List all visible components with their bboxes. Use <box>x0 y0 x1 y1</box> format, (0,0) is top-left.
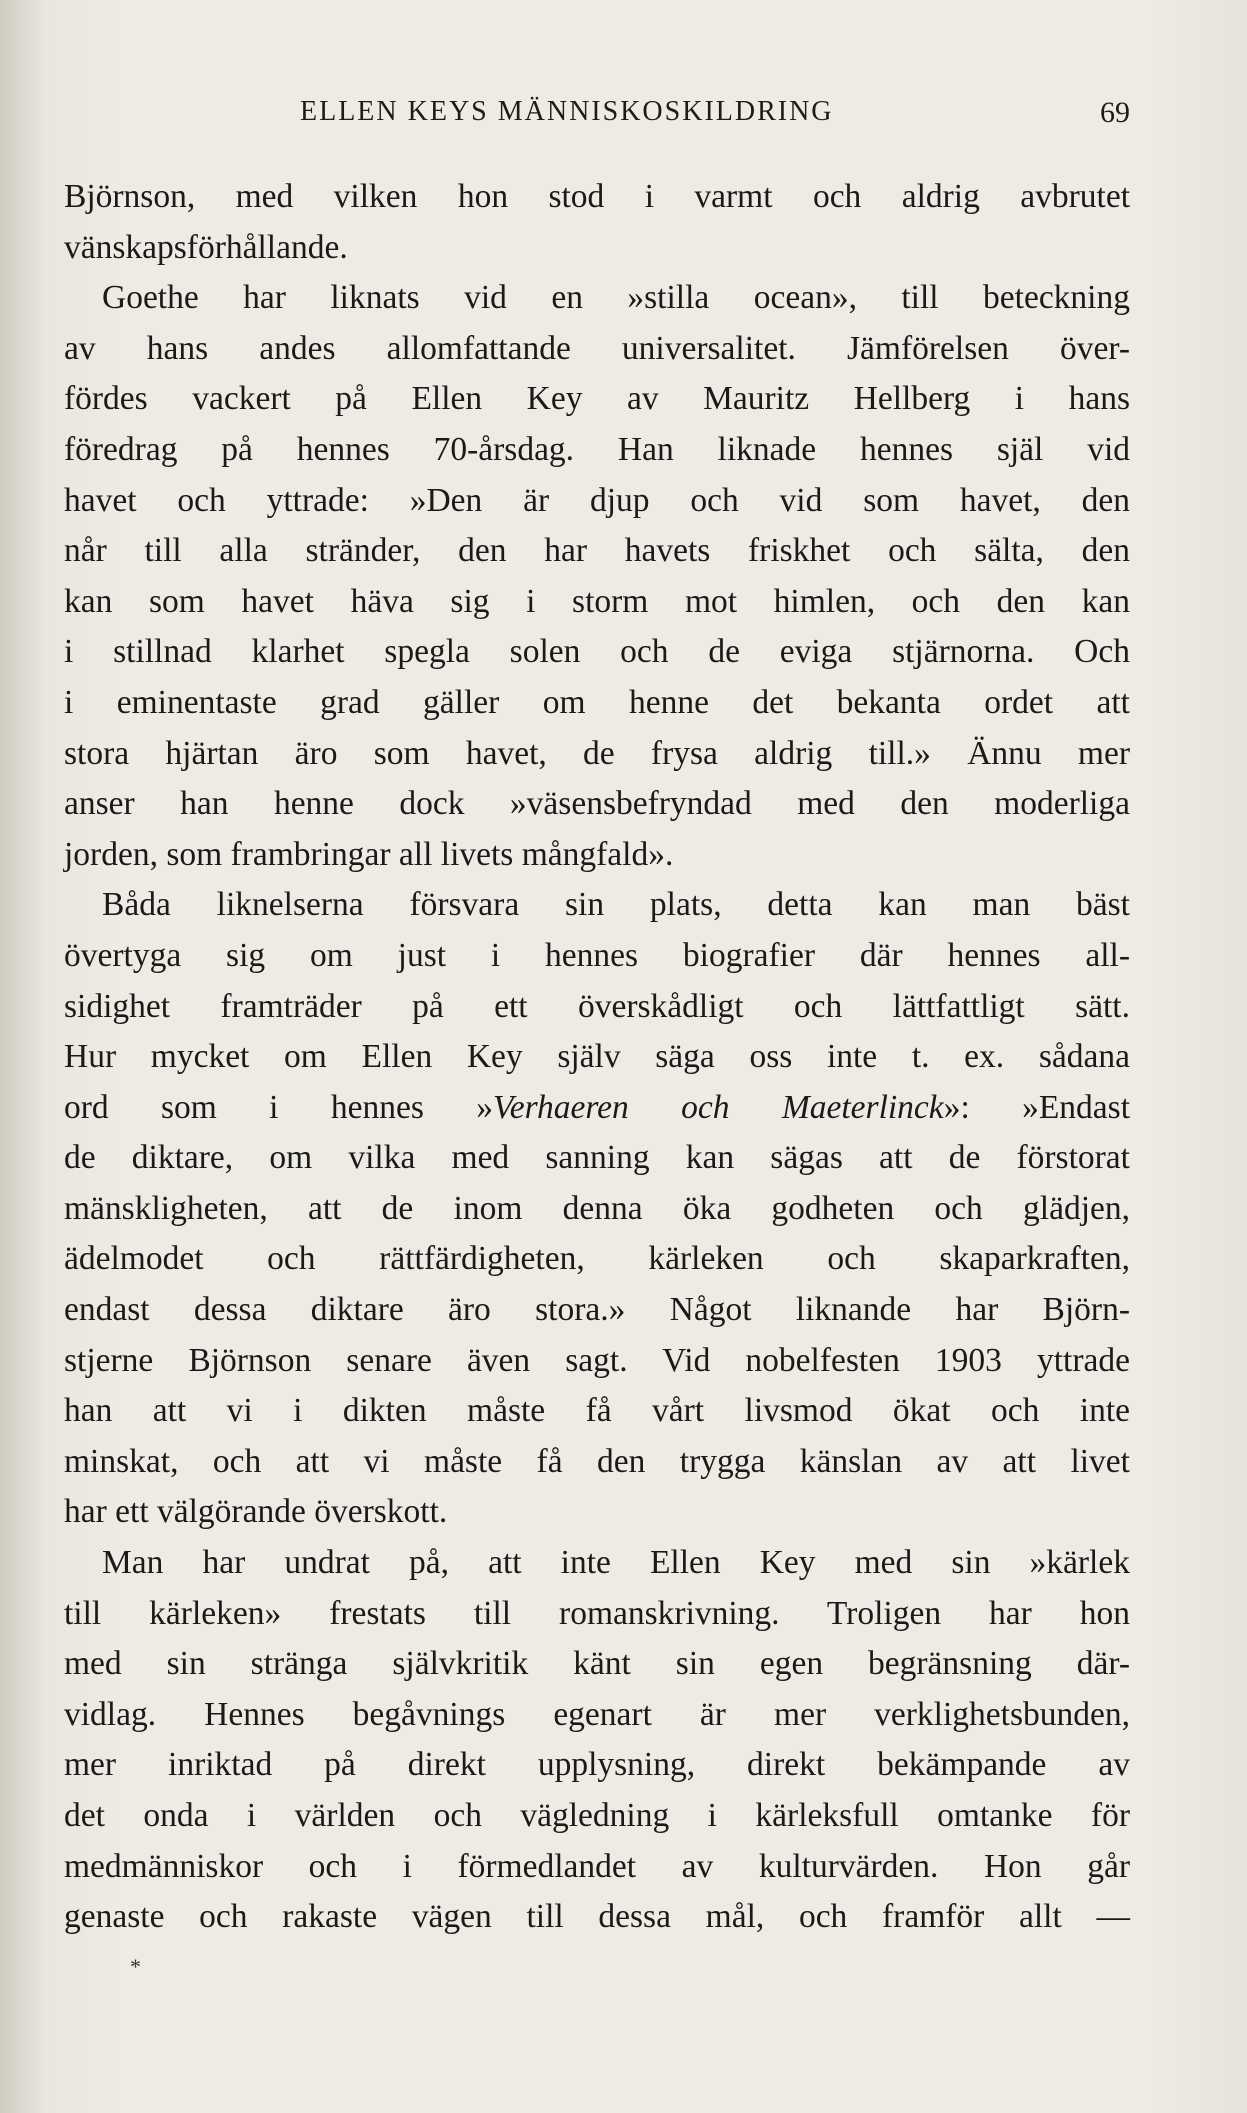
text-line: övertyga sig om just i hennes biografier där hennes all- <box>64 936 1130 974</box>
text-line: jorden, som frambringar all livets mångfald». <box>64 835 674 873</box>
text-line: föredrag på hennes 70-årsdag. Han liknade hennes själ vid <box>64 430 1130 468</box>
text-line: genaste och rakaste vägen till dessa mål, och framför allt — <box>64 1898 1130 1936</box>
text-line: endast dessa diktare äro stora.» Något liknande har Björn- <box>64 1291 1130 1329</box>
text-segment: »: »Endast <box>943 1088 1131 1126</box>
text-line: Båda liknelserna försvara sin plats, detta kan man bäst <box>102 886 1130 924</box>
text-line: medmänniskor och i förmedlandet av kulturvärden. Hon går <box>64 1847 1130 1885</box>
text-line: i eminentaste grad gäller om henne det bekanta ordet att <box>64 683 1130 721</box>
text-line-verhaeren <box>64 1083 1130 1134</box>
page-number: 69 <box>1100 96 1130 129</box>
text-line: till kärleken» frestats till romanskrivning. Troligen har hon <box>64 1594 1130 1632</box>
text-line: av hans andes allomfattande universalitet. Jämförelsen över- <box>64 329 1130 367</box>
text-line: når till alla stränder, den har havets friskhet och sälta, den <box>64 532 1130 570</box>
text-line: Hur mycket om Ellen Key själv säga oss inte t. ex. sådana <box>64 1038 1130 1076</box>
text-line: sidighet framträder på ett överskådligt och lättfattligt sätt. <box>64 987 1130 1025</box>
text-line: med sin stränga självkritik känt sin egen begränsning där- <box>64 1645 1130 1683</box>
text-line: de diktare, om vilka med sanning kan sägas att de förstorat <box>64 1139 1130 1177</box>
text-line: fördes vackert på Ellen Key av Mauritz Hellberg i hans <box>64 380 1130 418</box>
signature-mark: * <box>130 1954 141 1979</box>
text-line: minskat, och att vi måste få den trygga känslan av att livet <box>64 1442 1130 1480</box>
text-line: Goethe har liknats vid en »stilla ocean», till beteckning <box>102 279 1130 317</box>
text-line: det onda i världen och vägledning i kärleksfull omtanke för <box>64 1797 1130 1834</box>
body-text <box>64 172 1130 1943</box>
text-line: vänskapsförhållande. <box>64 228 348 266</box>
text-line: havet och yttrade: »Den är djup och vid som havet, den <box>64 481 1130 519</box>
running-head <box>300 96 1130 136</box>
text-line: kan som havet häva sig i storm mot himlen, och den kan <box>64 582 1130 620</box>
text-line: stora hjärtan äro som havet, de frysa aldrig till.» Ännu mer <box>64 734 1130 772</box>
text-line: Björnson, med vilken hon stod i varmt och aldrig avbrutet <box>64 178 1130 215</box>
text-line: Man har undrat på, att inte Ellen Key med sin »kärlek <box>102 1544 1130 1582</box>
text-line: mer inriktad på direkt upplysning, direkt bekämpande av <box>64 1746 1130 1784</box>
text-line: stjerne Björnson senare även sagt. Vid nobelfesten 1903 yttrade <box>64 1341 1130 1379</box>
text-line: anser han henne dock »väsensbefryndad med den moderliga <box>64 785 1130 823</box>
running-title: ELLEN KEYS MÄNNISKOSKILDRING <box>300 96 834 127</box>
text-segment: ord som i hennes » <box>64 1088 493 1126</box>
text-line: har ett välgörande överskott. <box>64 1493 448 1531</box>
text-line: mänskligheten, att de inom denna öka godheten och glädjen, <box>64 1189 1130 1227</box>
text-line: han att vi i dikten måste få vårt livsmod ökat och inte <box>64 1392 1130 1430</box>
work-title: Verhaeren och Maeterlinck <box>492 1088 944 1126</box>
text-line: vidlag. Hennes begåvnings egenart är mer verklighetsbunden, <box>64 1695 1130 1733</box>
text-line: ädelmodet och rättfärdigheten, kärleken och skaparkraften, <box>64 1240 1130 1278</box>
text-line: i stillnad klarhet spegla solen och de eviga stjärnorna. Och <box>64 633 1130 671</box>
